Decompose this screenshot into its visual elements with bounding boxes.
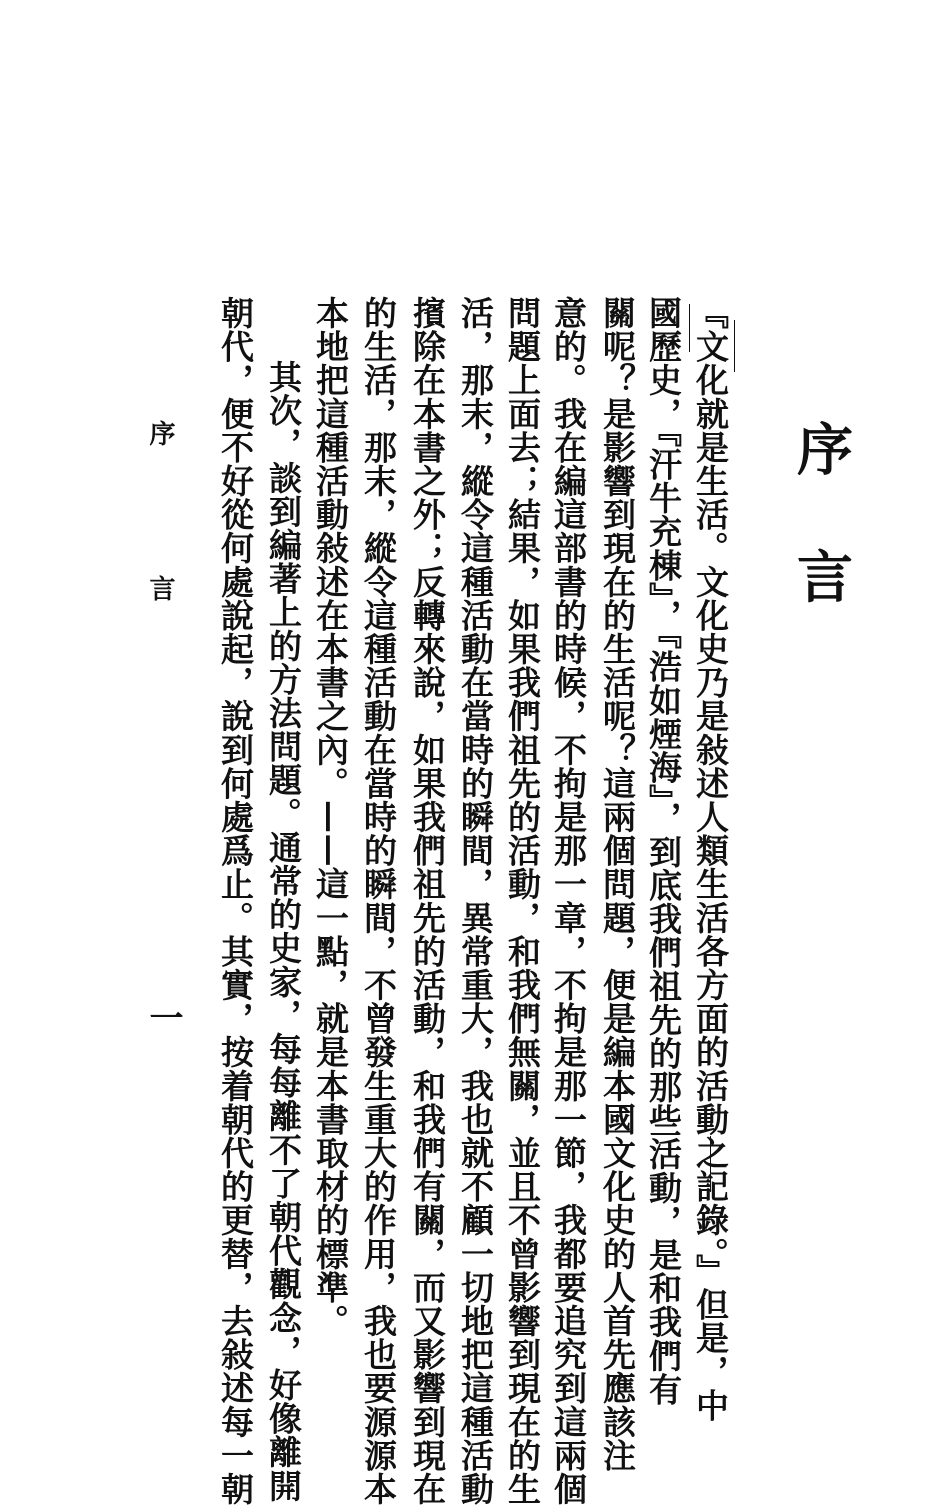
text-column-6: 活，那末，縱令這種活動在當時的瞬間，異常重大，我也就不顧一切地把這種活動 [456,296,495,1506]
proper-name-mark [734,320,735,372]
text-column-10: 其次，談到編著上的方法問題。通常的史家，每每離不了朝代觀念，好像離開 [264,360,303,1503]
text-column-7: 擯除在本書之外；反轉來說，如果我們祖先的活動，和我們有關，而又影響到現在 [408,296,447,1506]
text-column-5: 問題上面去；結果，如果我們祖先的活動，和我們無關，並且不曾影響到現在的生 [503,296,542,1506]
text-column-9: 本地把這種活動敍述在本書之內。——這一點，就是本書取材的標準。 [311,296,350,1338]
text-column-2: 國歷史，『汗牛充棟』，『浩如煙海』，到底我們祖先的那些活動，是和我們有 [644,296,683,1406]
text-column-11: 朝代，便不好從何處說起，說到何處爲止。其實，按着朝代的更替，去敍述每一朝 [216,296,255,1506]
text-column-1: 『文化就是生活。文化史乃是敍述人類生活各方面的活動之記錄。』但是，中 [691,296,730,1422]
text-column-3: 關呢？是影響到現在的生活呢？這兩個問題，便是編本國文化史的人首先應該注 [598,296,637,1472]
running-head: 序 言 [145,420,175,662]
page-title: 序 言 [788,420,854,630]
page-number: 一 [143,1000,183,1034]
text-column-8: 的生活，那末，縱令這種活動在當時的瞬間，不曾發生重大的作用，我也要源源本 [359,296,398,1506]
text-column-4: 意的。我在編這部書的時候，不拘是那一章，不拘是那一節，我都要追究到這兩個 [549,296,588,1506]
